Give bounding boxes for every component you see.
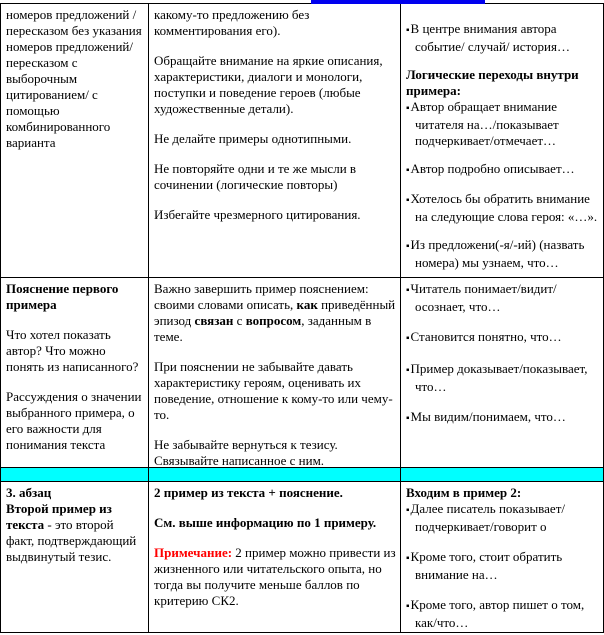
text-run: 2 пример можно привести из жизненного или читательского опыта, но тогда вы получите меньше баллов по критерию СК2.	[154, 545, 396, 608]
cell-r2-cliches	[401, 278, 603, 467]
bullet-text: Хотелось бы обратить внимание на следующие слова героя: «…».	[410, 191, 598, 224]
bullet-item	[406, 281, 599, 315]
cell-r1-paraphrase-options	[1, 4, 149, 277]
paragraph	[154, 281, 396, 345]
bullet-marker-icon: ▪	[406, 553, 411, 564]
bullet-text: Читатель понимает/видит/осознает, что…	[410, 281, 557, 314]
table-row-1	[1, 4, 603, 278]
bullet-text: Становится понятно, что…	[410, 329, 562, 344]
highlight-cell	[149, 468, 401, 481]
bullet-marker-icon: ▪	[406, 505, 411, 516]
bullet-marker-icon: ▪	[406, 333, 411, 344]
text-run-bold: Второй пример из текста	[6, 501, 112, 532]
text-run-bold: связан	[194, 313, 234, 328]
text-run-bold: как	[296, 297, 318, 312]
paragraph: какому-то предложению без комментирования его).	[154, 7, 310, 38]
bullet-text: Кроме того, автор пишет о том, как/что…	[410, 597, 585, 630]
bullet-item	[406, 21, 599, 55]
bullet-item	[406, 549, 599, 583]
cell-r1-advice	[149, 4, 401, 277]
text-run: приведённый эпизод	[154, 297, 396, 328]
bullet-marker-icon: ▪	[406, 365, 411, 376]
paragraph: Не делайте примеры однотипными.	[154, 131, 352, 146]
bullet-marker-icon: ▪	[406, 103, 411, 114]
cell-r2-advice	[149, 278, 401, 467]
cell-r1-cliches	[401, 4, 603, 277]
bullet-marker-icon: ▪	[406, 25, 411, 36]
bullet-text: Кроме того, стоит обратить внимание на…	[410, 549, 563, 582]
bullet-item	[406, 501, 599, 535]
note-label: Примечание:	[154, 545, 233, 560]
cell-heading: 3. абзац	[6, 485, 52, 500]
bullet-text: Мы видим/понимаем, что…	[410, 409, 566, 424]
section-heading: Входим в пример 2:	[406, 485, 522, 500]
table-row-2	[1, 278, 603, 468]
bullet-marker-icon: ▪	[406, 413, 411, 424]
paragraph: Избегайте чрезмерного цитирования.	[154, 207, 361, 222]
bullet-item	[406, 161, 599, 179]
text-run: Важно завершить пример пояснением: своими словами описать,	[154, 281, 369, 312]
cell-heading: Пояснение первого примера	[6, 281, 119, 312]
paragraph: Рассуждения о значении выбранного примера, о его важности для понимания текста	[6, 389, 142, 452]
paragraph: Не повторяйте одни и те же мысли в сочинении (логические повторы)	[154, 161, 357, 192]
bullet-marker-icon: ▪	[406, 195, 411, 206]
text-run: с	[233, 313, 246, 328]
highlight-cell	[1, 468, 149, 481]
text-run: - это второй факт, подтверждающий выдвинутый тезис.	[6, 517, 137, 564]
paragraph: При пояснении не забывайте давать характеристику героям, оценивать их поведение, отношение к кому-то или чему-то.	[154, 359, 393, 422]
cell-r3-second-example	[1, 482, 149, 632]
paragraph: Что хотел показать автор? Что можно понять из написанного?	[6, 327, 139, 374]
paragraph	[154, 545, 396, 609]
bullet-item	[406, 597, 599, 631]
bullet-marker-icon: ▪	[406, 285, 411, 296]
bullet-text: Далее писатель показывает/ подчеркивает/говорит о	[410, 501, 565, 534]
bullet-text: Пример доказывает/показывает, что…	[410, 361, 588, 394]
bullet-item	[406, 329, 599, 347]
cell-heading: См. выше информацию по 1 примеру.	[154, 515, 377, 530]
highlight-separator-row	[1, 468, 603, 482]
cell-r3-advice	[149, 482, 401, 632]
cell-r2-explanation	[1, 278, 149, 467]
bullet-marker-icon: ▪	[406, 241, 411, 252]
bullet-item	[406, 191, 599, 225]
bullet-marker-icon: ▪	[406, 165, 411, 176]
text-run: , заданным в теме.	[154, 313, 372, 344]
table-row-3	[1, 482, 603, 632]
paragraph: Не забывайте вернуться к тезису. Связывайте написанное с ним.	[154, 437, 338, 467]
hyperlink-underline-bar	[311, 0, 485, 4]
essay-guidelines-table	[0, 3, 604, 633]
paragraph	[6, 501, 144, 565]
bullet-item	[406, 99, 599, 149]
bullet-text: Автор подробно описывает…	[410, 161, 575, 176]
paragraph: номеров предложений / пересказом без указания номеров предложений/ пересказом с выборочным цитированием/ с помощью комбинированного варианта	[6, 7, 142, 150]
bullet-text: Автор обращает внимание читателя на…/показывает подчеркивает/отмечает…	[410, 99, 559, 148]
section-heading: Логические переходы внутри примера:	[406, 67, 579, 98]
paragraph: Обращайте внимание на яркие описания, характеристики, диалоги и монологи, поступки и поведение героев (любые художественные детали).	[154, 53, 383, 116]
bullet-item	[406, 237, 599, 271]
bullet-item	[406, 361, 599, 395]
cell-r3-cliches	[401, 482, 603, 632]
bullet-text: В центре внимания автора событие/ случай/ история…	[410, 21, 570, 54]
cell-heading: 2 пример из текста + пояснение.	[154, 485, 343, 500]
text-run-bold: вопросом	[245, 313, 302, 328]
bullet-item	[406, 409, 599, 427]
highlight-cell	[401, 468, 603, 481]
bullet-text: Из предложени(-я/-ий) (назвать номера) мы узнаем, что…	[410, 237, 585, 270]
bullet-marker-icon: ▪	[406, 601, 411, 612]
